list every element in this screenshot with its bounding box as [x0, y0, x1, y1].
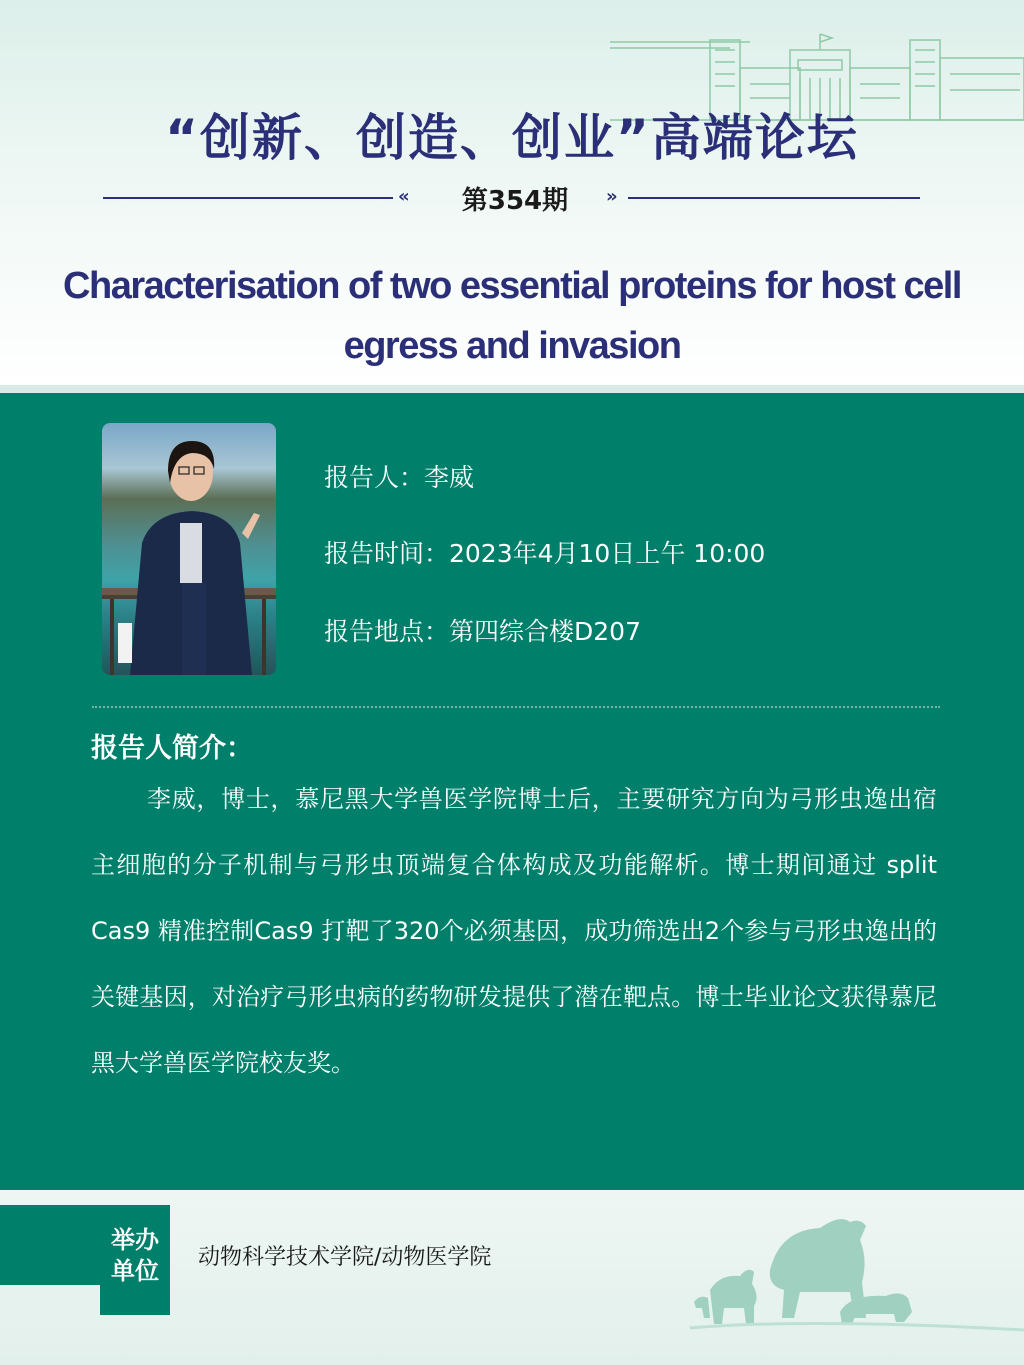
issue-divider-right [628, 197, 920, 199]
talk-time: 报告时间：2023年4月10日上午 10:00 [324, 539, 766, 568]
bio-text: 李威，博士，慕尼黑大学兽医学院博士后，主要研究方向为弓形虫逸出宿主细胞的分子机制与弓形虫顶端复合体构成及功能解析。博士期间通过 split Cas9 精准控制Cas9 打靶了320个必须基因，成功筛选出2个参与弓形虫逸出的关键基因，对治疗弓形虫病的药物研发提供了潜在靶点。博士毕业论文获得慕尼黑大学兽医学院校友奖。 [91, 785, 937, 1077]
speaker-name: 报告人：李威 [324, 463, 475, 492]
header-band [0, 385, 1024, 393]
talk-title-line-1: Characterisation of two essential proteins for host cell egress and invasion [63, 265, 961, 367]
organizer-label-line-1: 举办 [111, 1226, 159, 1254]
organizer-accent-bar [0, 1205, 100, 1285]
organizer-name: 动物科学技术学院/动物医学院 [198, 1245, 492, 1270]
speaker-photo [102, 423, 276, 675]
organizer-label [100, 1205, 170, 1315]
chevron-right-icon: » [606, 186, 615, 207]
issue-number: 第354期 [461, 186, 569, 216]
livestock-silhouette-icon [690, 1200, 1024, 1340]
section-divider [92, 706, 940, 708]
chevron-left-icon: « [398, 186, 407, 207]
talk-location: 报告地点：第四综合楼D207 [324, 617, 641, 646]
organizer-label-line-2: 单位 [111, 1257, 159, 1285]
speaker-portrait-illustration [102, 423, 276, 675]
header [0, 0, 1024, 385]
footer [0, 1190, 1024, 1365]
issue-divider-left [103, 197, 393, 199]
bio-heading: 报告人简介： [91, 733, 253, 764]
forum-title: “创新、创造、创业”高端论坛 [165, 109, 859, 167]
